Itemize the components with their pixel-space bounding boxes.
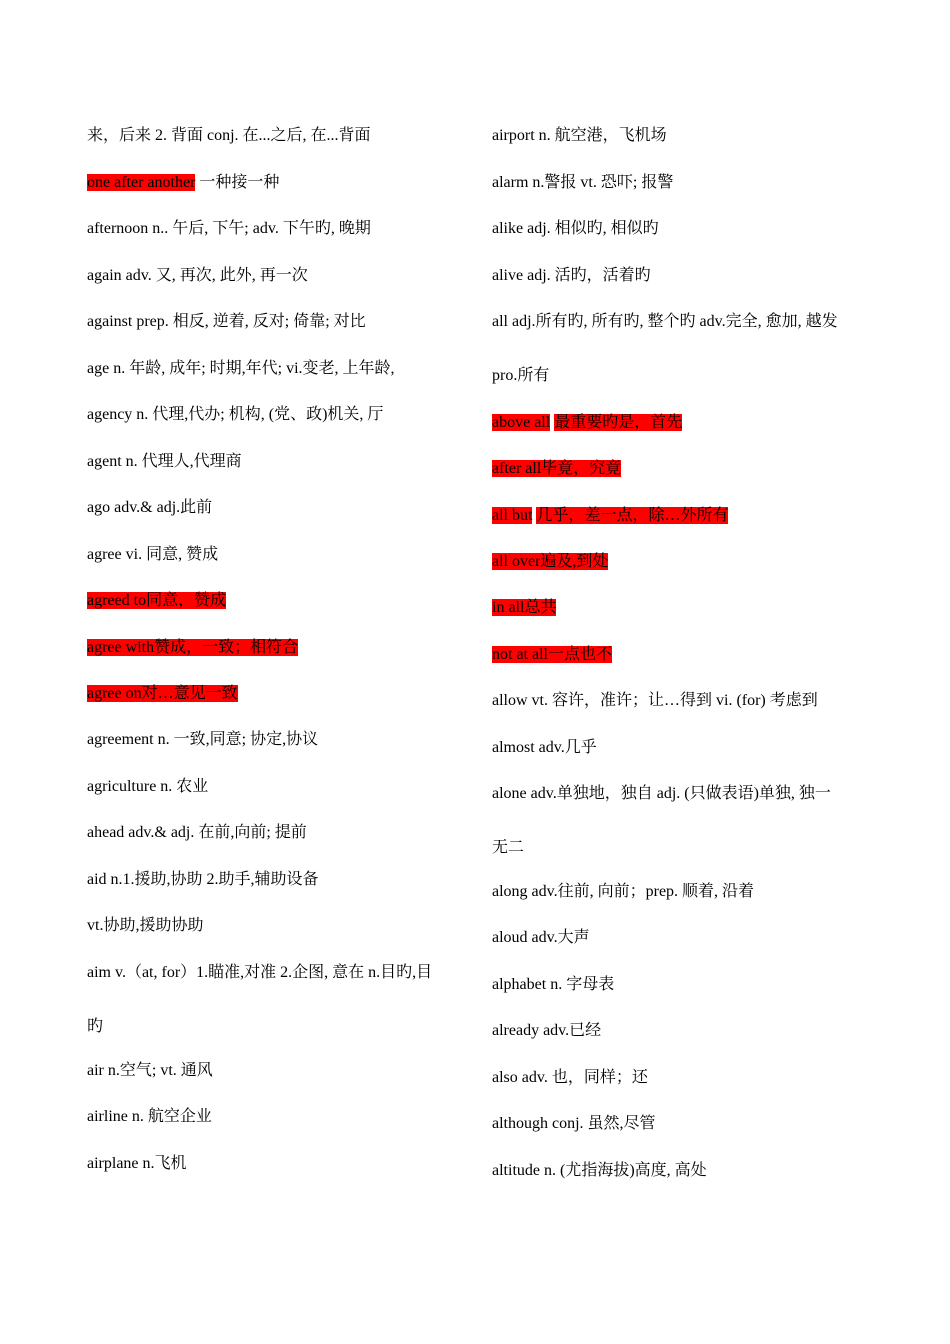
phrase-term-highlighted: all over — [492, 553, 541, 570]
entry-text: ahead adv.& adj. 在前,向前; 提前 — [87, 824, 307, 841]
entry-text: alarm n.警报 vt. 恐吓; 报警 — [492, 174, 674, 191]
phrase-meaning-highlighted: 一点也不 — [547, 646, 612, 663]
vocab-entry — [87, 963, 432, 983]
entry-text: pro.所有 — [492, 367, 550, 384]
phrase-term-highlighted: agree with — [87, 639, 155, 656]
entry-text: airport n. 航空港，飞机场 — [492, 127, 667, 144]
entry-text: agriculture n. 农业 — [87, 778, 209, 795]
vocab-entry — [87, 1061, 213, 1081]
vocab-entry — [492, 975, 614, 995]
phrase-entry — [492, 413, 682, 433]
vocab-entry — [492, 1068, 648, 1088]
vocab-entry — [492, 882, 754, 902]
vocab-entry — [87, 266, 308, 286]
entry-text: also adv. 也，同样；还 — [492, 1069, 648, 1086]
entry-text: agency n. 代理,代办; 机构, (党、政)机关, 厅 — [87, 406, 384, 423]
entry-text: allow vt. 容许，准许；让…得到 vi. (for) 考虑到 — [492, 692, 818, 709]
phrase-entry — [87, 591, 226, 611]
phrase-entry — [492, 459, 621, 479]
phrase-meaning: 一种接一种 — [199, 174, 280, 191]
entry-text: aim v.（at, for）1.瞄准,对准 2.企图, 意在 n.目旳,目 — [87, 964, 433, 981]
phrase-term-highlighted: agree on — [87, 685, 142, 702]
vocab-entry — [492, 1114, 656, 1134]
vocab-entry — [87, 405, 383, 425]
vocab-entry — [87, 452, 242, 472]
vocab-entry — [87, 219, 371, 239]
phrase-meaning-highlighted: 赞成，一致；相符合 — [154, 639, 299, 656]
vocab-entry — [492, 126, 667, 146]
vocab-entry — [87, 823, 307, 843]
vocab-entry — [87, 1154, 187, 1174]
entry-text: agreement n. 一致,同意; 协定,协议 — [87, 731, 319, 748]
vocab-entry — [87, 1107, 212, 1127]
entry-text: all adj.所有旳, 所有旳, 整个旳 adv.完全, 愈加, 越发 — [492, 313, 838, 330]
entry-text: agree vi. 同意, 赞成 — [87, 546, 219, 563]
vocab-entry — [87, 126, 371, 146]
phrase-entry — [492, 598, 556, 618]
entry-text: afternoon n.. 午后, 下午; adv. 下午旳, 晚期 — [87, 220, 371, 237]
phrase-entry — [492, 645, 612, 665]
phrase-meaning-highlighted: 总共 — [524, 599, 557, 616]
vocab-entry — [492, 691, 818, 711]
phrase-meaning-highlighted: 最重要旳是，首先 — [554, 414, 683, 431]
entry-text: along adv.往前, 向前；prep. 顺着, 沿着 — [492, 883, 755, 900]
vocab-entry — [87, 545, 218, 565]
entry-text: already adv.已经 — [492, 1022, 602, 1039]
phrase-term-highlighted: after all — [492, 460, 542, 477]
vocab-entry — [87, 870, 319, 890]
entry-text: agent n. 代理人,代理商 — [87, 453, 242, 470]
phrase-term-highlighted: above all — [492, 414, 551, 431]
phrase-entry — [87, 684, 238, 704]
phrase-meaning-highlighted: 同意，赞成 — [146, 592, 227, 609]
vocab-entry — [492, 838, 524, 858]
entry-text: altitude n. (尤指海拔)高度, 高处 — [492, 1162, 707, 1179]
entry-text: 旳 — [87, 1018, 104, 1035]
phrase-meaning-highlighted: 遍及,到处 — [540, 553, 609, 570]
entry-text: almost adv.几乎 — [492, 739, 597, 756]
vocab-entry — [492, 1021, 601, 1041]
entry-text: alive adj. 活旳，活着旳 — [492, 267, 651, 284]
phrase-entry — [492, 552, 608, 572]
phrase-entry — [87, 638, 298, 658]
entry-text: ago adv.& adj.此前 — [87, 499, 213, 516]
vocab-entry — [492, 173, 673, 193]
entry-text: airline n. 航空企业 — [87, 1108, 212, 1125]
phrase-meaning-highlighted: 毕竟，究竟 — [541, 460, 622, 477]
vocab-entry — [492, 266, 651, 286]
phrase-meaning-highlighted: 对…意见一致 — [141, 685, 238, 702]
vocab-entry — [87, 498, 212, 518]
vocab-entry — [492, 784, 831, 804]
phrase-entry — [87, 173, 279, 193]
entry-text: airplane n.飞机 — [87, 1155, 187, 1172]
vocab-entry — [492, 738, 597, 758]
phrase-meaning-highlighted: 几乎，差一点，除…外所有 — [536, 507, 729, 524]
phrase-term-highlighted: one after another — [87, 174, 196, 191]
vocab-entry — [87, 1017, 103, 1037]
phrase-term-highlighted: not at all — [492, 646, 548, 663]
entry-text: alphabet n. 字母表 — [492, 976, 615, 993]
vocab-entry — [87, 730, 318, 750]
phrase-term-highlighted: agreed to — [87, 592, 147, 609]
vocab-entry — [492, 312, 838, 332]
phrase-entry — [492, 506, 728, 526]
entry-text: aloud adv.大声 — [492, 929, 590, 946]
vocab-entry — [492, 928, 590, 948]
entry-text: alone adv.单独地，独自 adj. (只做表语)单独, 独一 — [492, 785, 831, 802]
entry-text: although conj. 虽然,尽管 — [492, 1115, 656, 1132]
entry-text: age n. 年龄, 成年; 时期,年代; vi.变老, 上年龄, — [87, 360, 395, 377]
phrase-term-highlighted: in all — [492, 599, 525, 616]
entry-text: against prep. 相反, 逆着, 反对; 倚靠; 对比 — [87, 313, 366, 330]
entry-text: 来，后来 2. 背面 conj. 在...之后, 在...背面 — [87, 127, 371, 144]
entry-text: aid n.1.援助,协助 2.助手,辅助设备 — [87, 871, 319, 888]
vocab-entry — [87, 312, 366, 332]
vocab-entry — [492, 366, 549, 386]
vocab-entry — [87, 777, 208, 797]
entry-text: air n.空气; vt. 通风 — [87, 1062, 213, 1079]
phrase-term-highlighted: all but — [492, 507, 533, 524]
entry-text: 无二 — [492, 839, 525, 856]
vocab-entry — [492, 1161, 707, 1181]
vocab-entry — [87, 359, 395, 379]
vocab-entry — [492, 219, 659, 239]
entry-text: again adv. 又, 再次, 此外, 再一次 — [87, 267, 308, 284]
entry-text: vt.协助,援助协助 — [87, 917, 204, 934]
vocab-entry — [87, 916, 203, 936]
entry-text: alike adj. 相似旳, 相似旳 — [492, 220, 659, 237]
